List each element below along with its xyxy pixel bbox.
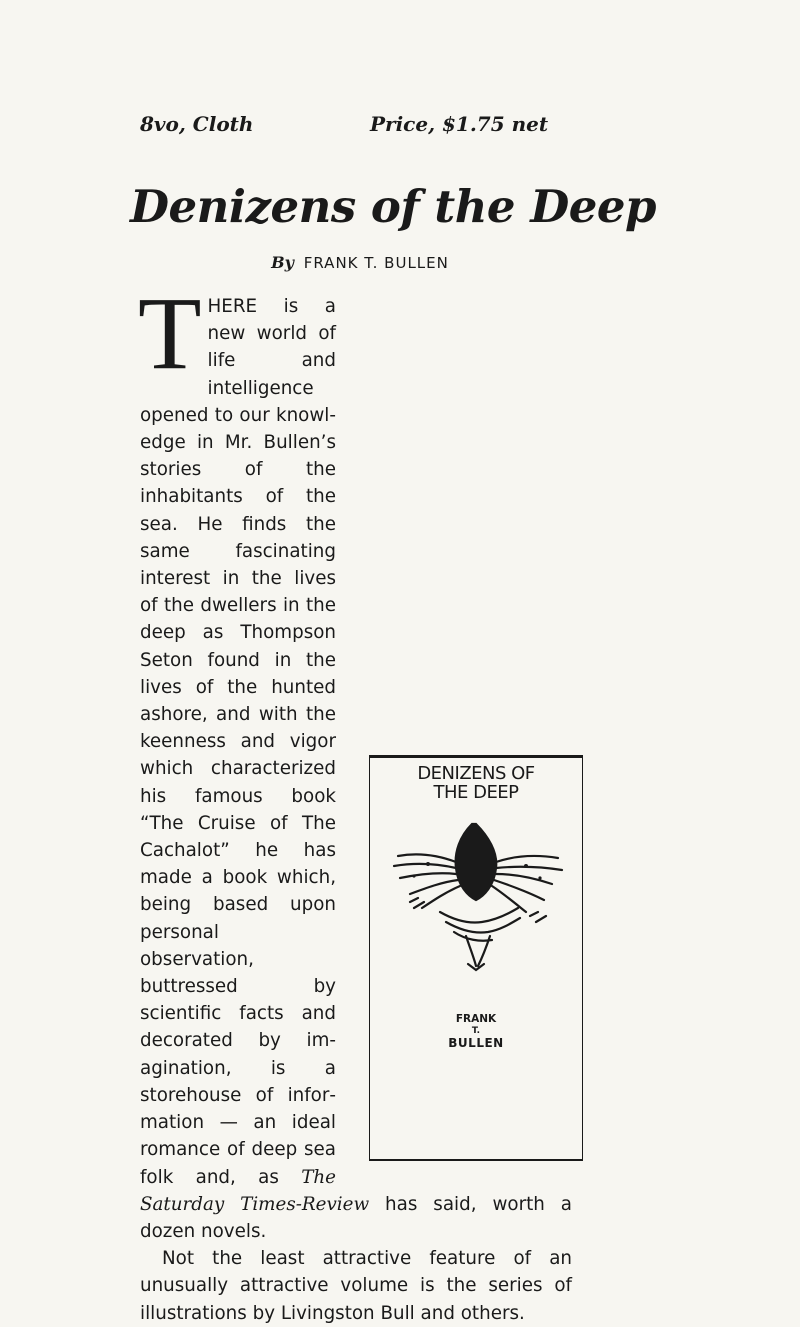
format-label: 8vo, Cloth xyxy=(140,112,254,136)
byline xyxy=(150,253,570,272)
byline-author: FRANK T. BULLEN xyxy=(303,254,449,272)
cover-author-last: BULLEN xyxy=(448,1036,504,1050)
price-label: Price, $1.75 net xyxy=(370,112,549,136)
cover-author-first: FRANK xyxy=(455,1013,497,1025)
periodical-name: The Saturday Times-Review xyxy=(140,1166,370,1215)
cover-title-line-1: DENIZENS OF xyxy=(417,763,535,784)
cover-author-middle: T. xyxy=(471,1026,481,1036)
sea-creature-illustration-icon xyxy=(380,816,574,976)
cover-title xyxy=(370,764,582,802)
paragraph-2: Not the least attractive feature of an unusually attractive volume is the series of illustrations by Livingston Bull and others. xyxy=(140,1248,572,1324)
cover-illustration xyxy=(369,755,583,1161)
book-title: Denizens of the Deep xyxy=(130,180,656,233)
byline-by: By xyxy=(271,253,294,272)
cover-title-line-2: THE DEEP xyxy=(433,782,519,803)
cover-author xyxy=(370,1013,582,1049)
paragraph-1: HERE is a new world of life and intelligence opened to our knowledge in Mr. Bullen’s stories of the inhabitants of the sea. He finds the same fascinating interest in the lives of the dwellers in the deep as Thompson Seton found in the lives of the hunted ashore, and with the keenness and vigor which characterized his famous book “The Cruise of The Cachalot” he has made a book which, being based upon personal observation, buttressed by scientific facts and decorated by imagination, is a storehouse of information — an ideal romance of deep sea folk and, as xyxy=(140,296,336,1188)
paragraph-1-end: has said, worth a dozen novels. xyxy=(140,1193,572,1242)
drop-cap: T xyxy=(138,276,202,391)
